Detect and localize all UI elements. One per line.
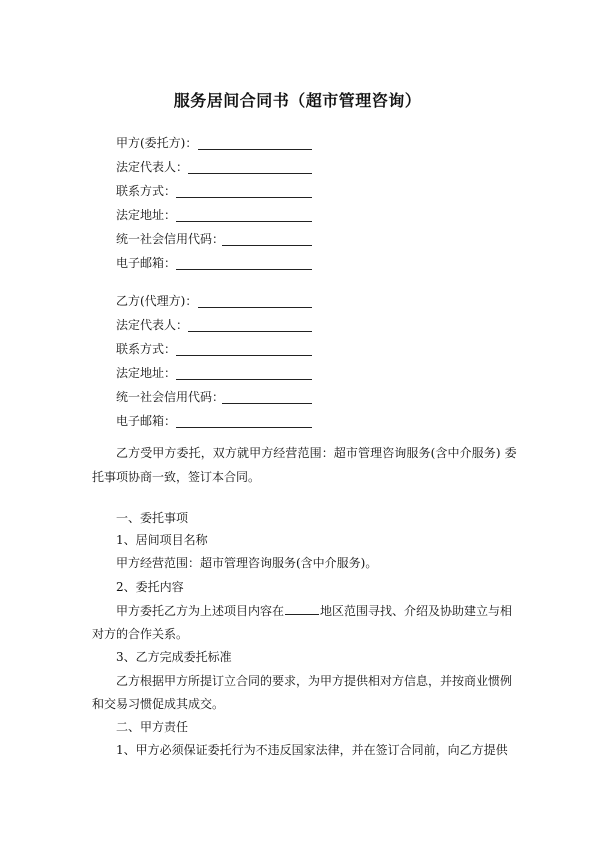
text-after-blank: 地区范围寻找、介绍及协助建立与相 [320, 604, 513, 618]
party-a-address-field [116, 208, 176, 224]
section-1-1-heading: 1、居间项目名称 [116, 533, 208, 547]
field-label: 法定地址： [116, 366, 177, 380]
party-b-email-field [116, 414, 176, 430]
field-label: 联系方式： [116, 342, 177, 356]
fill-in-line [285, 603, 319, 615]
section-1-3-text-line-2: 和交易习惯促成其成交。 [92, 697, 225, 711]
section-2-heading: 二、甲方责任 [116, 720, 189, 734]
field-label: 联系方式： [116, 184, 177, 198]
field-label: 电子邮箱： [116, 414, 177, 428]
fill-in-line [198, 307, 312, 308]
party-b-address-field [116, 366, 176, 382]
party-a-contact-field [116, 184, 176, 200]
fill-in-line [198, 149, 312, 150]
field-label: 法定代表人： [116, 318, 189, 332]
party-a-credit-code-field [116, 232, 224, 248]
fill-in-line [176, 355, 312, 356]
section-1-heading: 一、委托事项 [116, 511, 189, 525]
preamble-line-2: 托事项协商一致，签订本合同。 [92, 470, 261, 484]
section-1-2-text-line-1 [116, 603, 512, 618]
section-1-2-text-line-2: 对方的合作关系。 [92, 627, 189, 641]
fill-in-line [176, 197, 312, 198]
field-label: 乙方(代理方)： [116, 294, 198, 308]
fill-in-line [176, 379, 312, 380]
fill-in-line [222, 403, 312, 404]
party-a-email-field [116, 256, 176, 272]
party-a-legal-rep-field [116, 160, 188, 176]
field-label: 法定地址： [116, 208, 177, 222]
fill-in-line [176, 221, 312, 222]
field-label: 甲方(委托方)： [116, 136, 198, 150]
fill-in-line [188, 331, 312, 332]
party-a-name-field [116, 136, 197, 152]
section-1-2-heading: 2、委托内容 [116, 580, 184, 594]
field-label: 电子邮箱： [116, 256, 177, 270]
party-b-credit-code-field [116, 390, 224, 406]
fill-in-line [176, 427, 312, 428]
text-before-blank: 甲方委托乙方为上述项目内容在 [116, 604, 285, 618]
party-b-contact-field [116, 342, 176, 358]
fill-in-line [188, 173, 312, 174]
fill-in-line [222, 245, 312, 246]
fill-in-line [176, 269, 312, 270]
section-1-1-text: 甲方经营范围：超市管理咨询服务(含中介服务)。 [116, 556, 378, 570]
party-b-name-field [116, 294, 197, 310]
section-2-1-text: 1、甲方必须保证委托行为不违反国家法律，并在签订合同前，向乙方提供 [116, 743, 508, 757]
party-b-legal-rep-field [116, 318, 188, 334]
field-label: 法定代表人： [116, 160, 189, 174]
field-label: 统一社会信用代码： [116, 232, 225, 246]
field-label: 统一社会信用代码： [116, 390, 225, 404]
document-title: 服务居间合同书（超市管理咨询） [173, 91, 422, 110]
section-1-3-heading: 3、乙方完成委托标准 [116, 650, 232, 664]
section-1-3-text-line-1: 乙方根据甲方所提订立合同的要求，为甲方提供相对方信息，并按商业惯例 [116, 674, 513, 688]
preamble-line-1: 乙方受甲方委托，双方就甲方经营范围：超市管理咨询服务(含中介服务) 委 [116, 446, 517, 460]
